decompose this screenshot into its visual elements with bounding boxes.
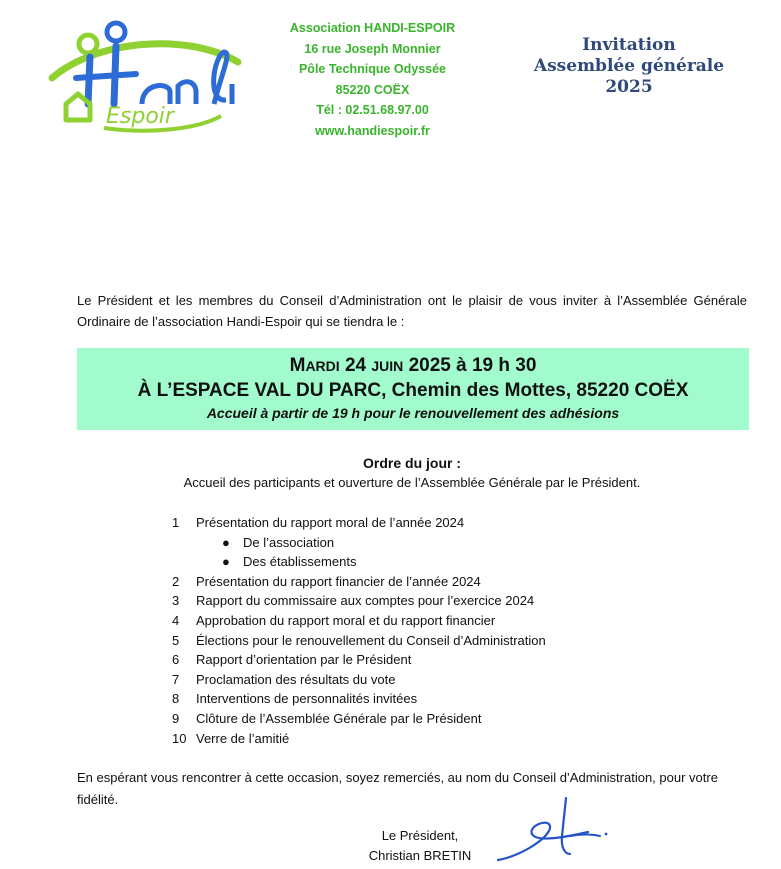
event-weekday-initial: M <box>289 355 306 376</box>
agenda-item-number: 4 <box>172 612 180 628</box>
event-welcome-note: Accueil à partir de 19 h pour le renouvellement des adhésions <box>206 405 620 421</box>
agenda-item-text: Rapport d’orientation par le Président <box>196 652 412 668</box>
signatory-block <box>340 826 500 866</box>
agenda-item-number: 10 <box>172 730 187 746</box>
agenda-item-number: 5 <box>172 632 180 648</box>
signatory-name: Christian BRETIN <box>368 848 472 863</box>
agenda-sub-item-text: Des établissements <box>243 554 357 570</box>
agenda-sub-item-text: De l’association <box>243 534 335 550</box>
agenda-item-number: 1 <box>172 515 180 530</box>
agenda-item-number: 8 <box>172 691 180 707</box>
agenda-item-text: Verre de l’amitié <box>196 730 290 746</box>
event-weekday-rest: ARDI <box>305 358 340 374</box>
agenda-item-text: Présentation du rapport financier de l’année 2024 <box>196 573 481 589</box>
intro-paragraph: Le Président et les membres du Conseil d’Administration ont le plaisir de vous inviter à l’Assemblée Générale Ordinaire de l’association Handi-Espoir qui se tiendra le : <box>77 293 747 329</box>
org-building: Pôle Technique Odyssée <box>298 62 447 76</box>
agenda-item-number: 2 <box>172 573 180 589</box>
agenda-item-text: Clôture de l’Assemblée Générale par le Président <box>196 710 482 726</box>
signatory-role: Le Président, <box>381 828 459 843</box>
handwritten-signature <box>492 796 622 866</box>
org-website[interactable]: www.handiespoir.fr <box>315 123 430 138</box>
closing-paragraph: En espérant vous rencontrer à cette occasion, soyez remerciés, au nom du Conseil d’Administration, pour votre fidélité. <box>77 770 718 807</box>
agenda-item-text: Interventions de personnalités invitées <box>196 691 418 707</box>
agenda-item-number: 7 <box>172 671 180 687</box>
handi-espoir-logo <box>46 12 246 134</box>
svg-text:Espoir: Espoir <box>106 104 174 129</box>
agenda-item-text: Approbation du rapport moral et du rapport financier <box>196 612 496 628</box>
invitation-year: 2025 <box>605 77 653 97</box>
event-banner <box>77 348 749 430</box>
agenda-opening: Accueil des participants et ouverture de l’Assemblée Générale par le Président. <box>183 475 641 490</box>
agenda-item-text: Proclamation des résultats du vote <box>196 671 396 687</box>
org-postcode: 85220 COËX <box>335 82 410 97</box>
agenda-item-number: 6 <box>172 652 180 668</box>
event-date <box>77 354 749 378</box>
org-phone: Tél : 02.51.68.97.00 <box>316 103 429 117</box>
org-street: 16 rue Joseph Monnier <box>304 41 441 56</box>
agenda-title: Ordre du jour : <box>363 455 461 471</box>
agenda-item-text: Présentation du rapport moral de l’année 2024 <box>196 515 465 530</box>
org-name: Association HANDI-ESPOIR <box>289 21 456 35</box>
agenda-item-number: 9 <box>172 710 180 726</box>
agenda-item-number: 3 <box>172 593 180 609</box>
bullet-icon: ● <box>222 534 230 550</box>
event-place: À L’ESPACE VAL DU PARC, Chemin des Mottes, 85220 COËX <box>137 380 689 401</box>
invitation-meeting: Assemblée générale <box>533 56 725 76</box>
organization-address <box>270 18 475 141</box>
agenda-item-text: Élections pour le renouvellement du Conseil d’Administration <box>196 632 546 648</box>
bullet-icon: ● <box>222 554 230 570</box>
event-day: 24 <box>344 355 367 376</box>
invitation-heading <box>520 35 738 98</box>
event-month: JUIN <box>371 358 404 374</box>
invitation-word: Invitation <box>582 35 676 55</box>
agenda-item-text: Rapport du commissaire aux comptes pour l’exercice 2024 <box>196 593 535 609</box>
event-time: 2025 à 19 h 30 <box>408 355 537 376</box>
